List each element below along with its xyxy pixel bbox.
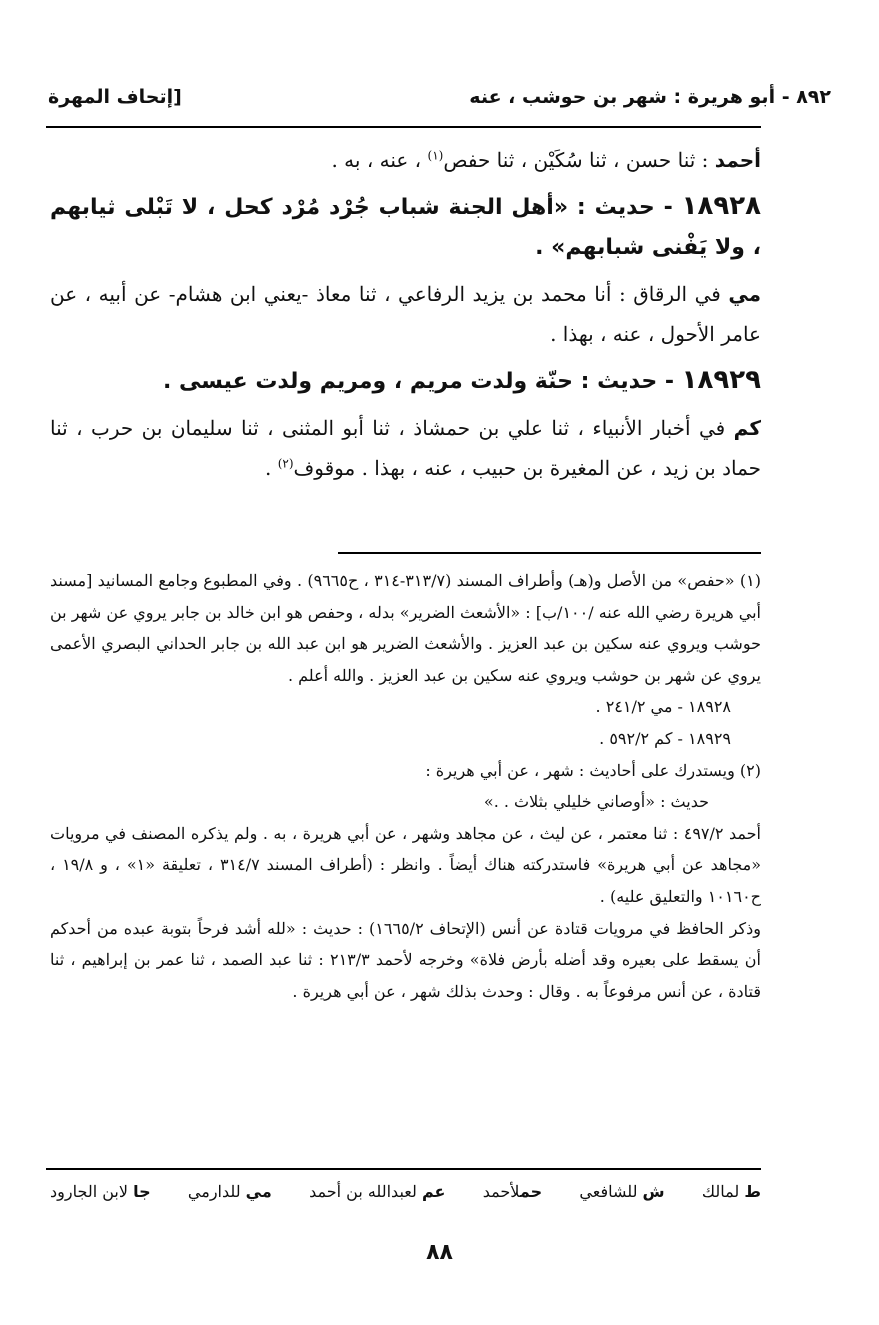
header-rule (46, 126, 761, 128)
footnote-2-qatada: وذكر الحافظ في مرويات قتادة عن أنس (الإتحاف ١٦٦٥/٢) : حديث : «لله أشد فرحاً بتوبة عبده من أحدكم أن يسقط على بعيره وقد أضله بأرض فلاة» وخرجه لأحمد ٢١٣/٣ : ثنا عبد الصمد ، ثنا عمر بن إبراهيم ، ثنا قتادة ، عن أنس مرفوعاً به . وقال : وحدث بذلك شهر ، عن أبي هريرة . (50, 918, 761, 1001)
hadith-number: ١٨٩٢٩ (681, 365, 761, 395)
siglum-entry: ش للشافعي (579, 1182, 665, 1201)
footnotes (50, 565, 761, 1007)
source-siglum: كم (733, 416, 761, 440)
isnad-paragraph-mi: مي في الرقاق : أنا محمد بن يزيد الرفاعي ، ثنا معاذ -يعني ابن هشام- عن أبيه ، عن عامر الأحول ، عنه ، بهذا . (50, 282, 761, 346)
hadith-18928 (50, 186, 761, 268)
footnote-separator (338, 552, 761, 554)
footnote-ref-1[interactable]: (١) (427, 148, 444, 163)
header-section-title: ٨٩٢ - أبو هريرة : شهر بن حوشب ، عنه (469, 86, 831, 108)
sigla-legend (50, 1182, 761, 1212)
hadith-18929 (50, 360, 761, 402)
reference-line-18928: ١٨٩٢٨ - مي ٢٤١/٢ . (595, 697, 731, 717)
siglum-entry: حملأحمد (482, 1182, 543, 1201)
isnad-paragraph-ahmad: أحمد : ثنا حسن ، ثنا سُكَيْن ، ثنا حفص$^{(١)}$ ، عنه ، به . (331, 148, 761, 172)
main-text (50, 140, 761, 494)
source-siglum: أحمد (714, 148, 761, 172)
hadith-number: ١٨٩٢٨ (681, 191, 761, 221)
sigla-rule (46, 1168, 761, 1170)
footnote-ref-2[interactable]: (٢) (277, 456, 294, 471)
hadith-text: - حديث : حنّة ولدت مريم ، ومريم ولدت عيسى . (162, 369, 682, 394)
header-book-title: [إتحاف المهرة (48, 86, 182, 108)
source-siglum: مي (728, 282, 761, 306)
footnote-1: (١) «حفص» من الأصل و(هـ) وأطراف المسند (٣١٣/٧-٣١٤ ، ح٩٦٦٥) . وفي المطبوع وجامع المسانيد [مسند أبي هريرة رضي الله عنه /١٠٠/ب] : «الأشعث الضرير» بدله ، وحفص هو ابن خالد بن جابر يروي عن شهر بن حوشب ويروي عنه سكين بن عبد العزيز . والأشعث الضرير هو ابن عبد الله بن جابر الحداني البصري الأعمى يروي عن شهر بن حوشب ويروي عنه سكين بن عبد العزيز . والله أعلم . (49, 571, 761, 685)
footnote-2: (٢) ويستدرك على أحاديث : شهر ، عن أبي هريرة : (425, 760, 761, 780)
footnote-2-ahmad: أحمد ٤٩٧/٢ : ثنا معتمر ، عن ليث ، عن مجاهد وشهر ، عن أبي هريرة ، به . ولم يذكره المصنف في مرويات «مجاهد عن أبي هريرة» فاستدركته هناك أيضاً . وانظر : (أطراف المسند ٣١٤/٧ ، تعليقة «١» ، و ١٩/٨ ، ح١٠١٦٠ والتعليق عليه) . (50, 823, 762, 906)
hadith-text: - حديث : «أهل الجنة شباب جُرْد مُرْد كحل ، لا تَبْلى ثيابهم ، ولا يَفْنى شبابهم» . (50, 195, 761, 260)
page-number: ٨٨ (426, 1240, 453, 1265)
footnote-2-hadith: حديث : «أوصاني خليلي بثلاث . .» (483, 792, 709, 812)
running-header (48, 80, 831, 114)
reference-line-18929: ١٨٩٢٩ - كم ٥٩٢/٢ . (599, 728, 731, 748)
siglum-entry: ط لمالك (701, 1182, 761, 1201)
siglum-entry: جا لابن الجارود (50, 1182, 151, 1201)
siglum-entry: مي للدارمي (187, 1182, 272, 1201)
siglum-entry: عم لعبدالله بن أحمد (309, 1182, 446, 1201)
isnad-paragraph-kam: كم في أخبار الأنبياء ، ثنا علي بن حمشاذ ، ثنا أبو المثنى ، ثنا سليمان بن حرب ، ثنا حماد بن زيد ، عن المغيرة بن حبيب ، عنه ، بهذا . موقوف$^{(٢)}$ . (50, 416, 761, 480)
